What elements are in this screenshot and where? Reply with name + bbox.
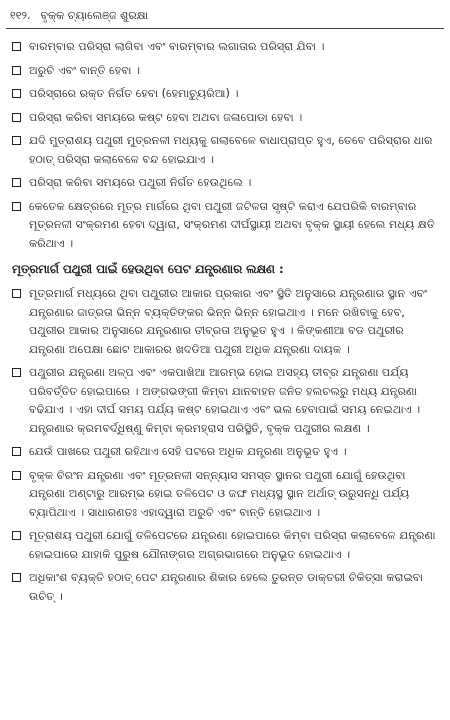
checkbox-icon	[12, 89, 21, 98]
list-item	[10, 569, 440, 606]
page-number: ୧୧୨.	[10, 9, 31, 22]
list-item-text: ଅରୁଚି ଏବଂ ବାନ୍ତି ହେବା ।	[29, 63, 141, 77]
page-header	[10, 6, 440, 26]
list-item-text: ଅଧିକାଂଶ ବ୍ୟକ୍ତି ହଠାତ୍ ପେଟ ଯନ୍ତ୍ରଣାର ଶିକାର ହେଲେ ତୁରନ୍ତ ଡାକ୍ତରୀ ଚିକିତ୍ସା କରାଇବା ଉଚିତ୍ ।	[29, 571, 423, 603]
list-item	[10, 364, 440, 438]
checkbox-icon	[12, 531, 21, 540]
list-item	[10, 109, 440, 128]
checkbox-icon	[12, 471, 21, 480]
checkbox-icon	[12, 113, 21, 122]
list-item	[10, 174, 440, 193]
checkbox-icon	[12, 202, 21, 211]
checkbox-icon	[12, 66, 21, 75]
list-item	[10, 443, 440, 462]
header-rule	[6, 28, 444, 29]
section-heading: ମୂତ୍ରମାର୍ଗ ପଥୁରୀ ପାଇଁ ହେଉଥିବା ପେଟ ଯନ୍ତ୍ରଣାର ଲକ୍ଷଣ :	[12, 262, 284, 276]
checkbox-icon	[12, 136, 21, 145]
list-item	[10, 85, 440, 104]
checkbox-icon	[12, 178, 21, 187]
list-item-text: ଯେଉଁ ପାଖରେ ପଥୁରୀ ରହିଥାଏ ସେହି ପଟରେ ଅଧିକ ଯନ୍ତ୍ରଣା ଅନୁଭୂତ ହୁଏ ।	[29, 445, 347, 458]
list-item	[10, 62, 440, 81]
list-item	[10, 527, 440, 564]
checkbox-icon	[12, 289, 21, 298]
checkbox-icon	[12, 447, 21, 456]
list-item-text: ବୃକ୍କ ଚିରଂନ ଯନ୍ତ୍ରଣା ଏବଂ ମୂତ୍ରନଳୀ ସନ୍ନ୍ୟାସ ସମସ୍ତ ସ୍ଥାନର ପଥୁରୀ ଯୋଗୁଁ ହେଉଥିବା ଯନ୍ତ୍ରଣା ଅଣ୍ଟାରୁ ଆରମ୍ଭ ହୋଇ ତଳିପେଟ ଓ ଜଙ୍ଘ ମଧ୍ୟସ୍ଥ ସ୍ଥାନ ଅର୍ଥାତ୍ ଉରୁସନ୍ଧି ପର୍ଯ୍ୟ ବ୍ୟାପିଥାଏ । ସାଧାରଣତଃ ଏହାଦ୍ୱାରା ଅରୁଚି ଏବଂ ବାନ୍ତି ହୋଇଥାଏ ।	[29, 468, 410, 519]
checkbox-icon	[12, 42, 21, 51]
list-item-text: ପଥୁରୀର ଯନ୍ତ୍ରଣା ଅଳ୍ପ ଏବଂ ଏକପାଖିଆ ଆରମ୍ଭ ହୋଇ ଅସହ୍ୟ ତୀବ୍ର ଯନ୍ତ୍ରଣା ପର୍ଯ୍ୟ ପରିବର୍ତ୍ତିତ ହୋଇପାରେ । ଅଙ୍ଗଭଙ୍ଗୀ କିମ୍ବା ଯାନବାହନ ଜନିତ ହଲଚଲରୁ ମଧ୍ୟ ଯନ୍ତ୍ରଣା ବଢିଯାଏ । ଏହା ଦୀର୍ଘ ସମୟ ପର୍ଯ୍ୟ କଷ୍ଟ ହୋଇଥାଏ ଏବଂ ଭଲ ହେବାପାଇଁ ସମୟ ନେଇଥାଏ । ଯନ୍ତ୍ରଣାର କ୍ରମବର୍ଦ୍ଧିଷ୍ଣୁ କିମ୍ବା କ୍ରମହ୍ରାସ ପରିସ୍ଥିତି, ବୃକ୍କ ପଥୁରୀର ଲକ୍ଷଣ ।	[29, 366, 421, 435]
page-content	[10, 38, 440, 606]
list-item-text: ପରିସ୍ରା କରିବା ସମୟରେ ପଥୁରୀ ନିର୍ଗତ ହେଉଥିଲେ ।	[29, 176, 252, 189]
running-title: ବୃକ୍କ ଚ୍ୟାଲେଞ୍ଜ ଶୁରକ୍ଷା	[40, 9, 149, 22]
list-item-text: ବାରମ୍ବାର ପରିସ୍ରା ଲାଗିବା ଏବଂ ବାରମ୍ବାର ଲଗାତାର ପରିସ୍ରା ଯିବା ।	[29, 40, 325, 53]
list-item-text: ମୂତ୍ରମାର୍ଗ ମଧ୍ୟରେ ଥିବା ପଥୁରୀର ଆକାର ପ୍ରକାର ଏବଂ ସ୍ଥିତି ଅନୁସାରେ ଯନ୍ତ୍ରଣାର ସ୍ଥାନ ଏବଂ ଯନ୍ତ୍ରଣାର ଜାତ୍ରତା ଭିନ୍ନ ବ୍ୟକ୍ତିଙ୍କର ଭିନ୍ନ ଭିନ୍ନ ହୋଇଥାଏ । ମନେ ରଖିବାକୁ ହେବ, ପଥୁରୀର ଆକାର ଅନୁସାରେ ଯନ୍ତ୍ରଣାର ତୀବ୍ରତା ଅନୁଭୂତ ହୁଏ । କିଙ୍କଣୀଆ ବଡ ପଥୁରୀର ଯନ୍ତ୍ରଣା ଅପେକ୍ଷା ଛୋଟ ଆକାରର ଖଦଡିଆ ପଥୁରୀ ଅଧିକ ଯନ୍ତ୍ରଣା ଦାୟକ ।	[29, 287, 428, 356]
list-item	[10, 467, 440, 523]
list-item	[10, 132, 440, 169]
list-item-text: ଯଦି ମୁତ୍ରାଶୟ ପଥୁରୀ ମୁତ୍ରନଳୀ ମଧ୍ୟକୁ ଗଲାବେଳେ ବାଧାପ୍ରାପ୍ତ ହୁଏ, ତେବେ ପରିସ୍ରାର ଧାର ହଠାତ୍ ପରିସ୍ରା କଲାବେଳେ ବନ୍ଦ ହୋଇଯାଏ ।	[29, 134, 433, 166]
list-item-text: ପରିସ୍ରାରେ ରକ୍ତ ନିର୍ଗତ ହେବା (ହେମାଚ୍ୟୁରିଆ) ।	[29, 87, 239, 100]
list-item-text: ପରିସ୍ରା କରିବା ସମୟରେ କଷ୍ଟ ହେବା ଅଥବା ଜଳାପୋଡା ହେବା ।	[29, 110, 303, 124]
list-item	[10, 285, 440, 359]
checkbox-icon	[12, 368, 21, 377]
checkbox-icon	[12, 573, 21, 582]
list-item	[10, 38, 440, 57]
list-item-text: ମୂତ୍ରାଶୟ ପଥୁରୀ ଯୋଗୁଁ ତଳିପେଟରେ ଯନ୍ତ୍ରଣା ହୋଇପାରେ କିମ୍ବା ପରିସ୍ରା କଲାବେଳେ ଯନ୍ତ୍ରଣା ହୋଇପାରେ ଯାହାକି ପୁରୁଷ ଯୌନାଙ୍ଗର ଅଗ୍ରଭାଗରେ ଅନୁଭୂତ ହୋଇଥାଏ ।	[29, 529, 436, 561]
list-item	[10, 198, 440, 254]
list-item-text: କେତେକ କ୍ଷେତ୍ରରେ ମୂତ୍ର ମାର୍ଗରେ ଥିବା ପଥୁରୀ ଜଟିଳତା ସୃଷ୍ଟି କରାଏ ଯେପରିକି ବାରମ୍ବାର ମୂତ୍ରନଳୀ ସଂକ୍ରମଣ ହେବା ଦ୍ୱାରା, ସଂକ୍ରମଣ ଦୀର୍ଘସ୍ଥାୟୀ ଅଥବା ବୃକ୍କ ସ୍ଥାୟୀ ହେଲେ ମଧ୍ୟ କ୍ଷତି କରିଥାଏ ।	[29, 199, 435, 250]
